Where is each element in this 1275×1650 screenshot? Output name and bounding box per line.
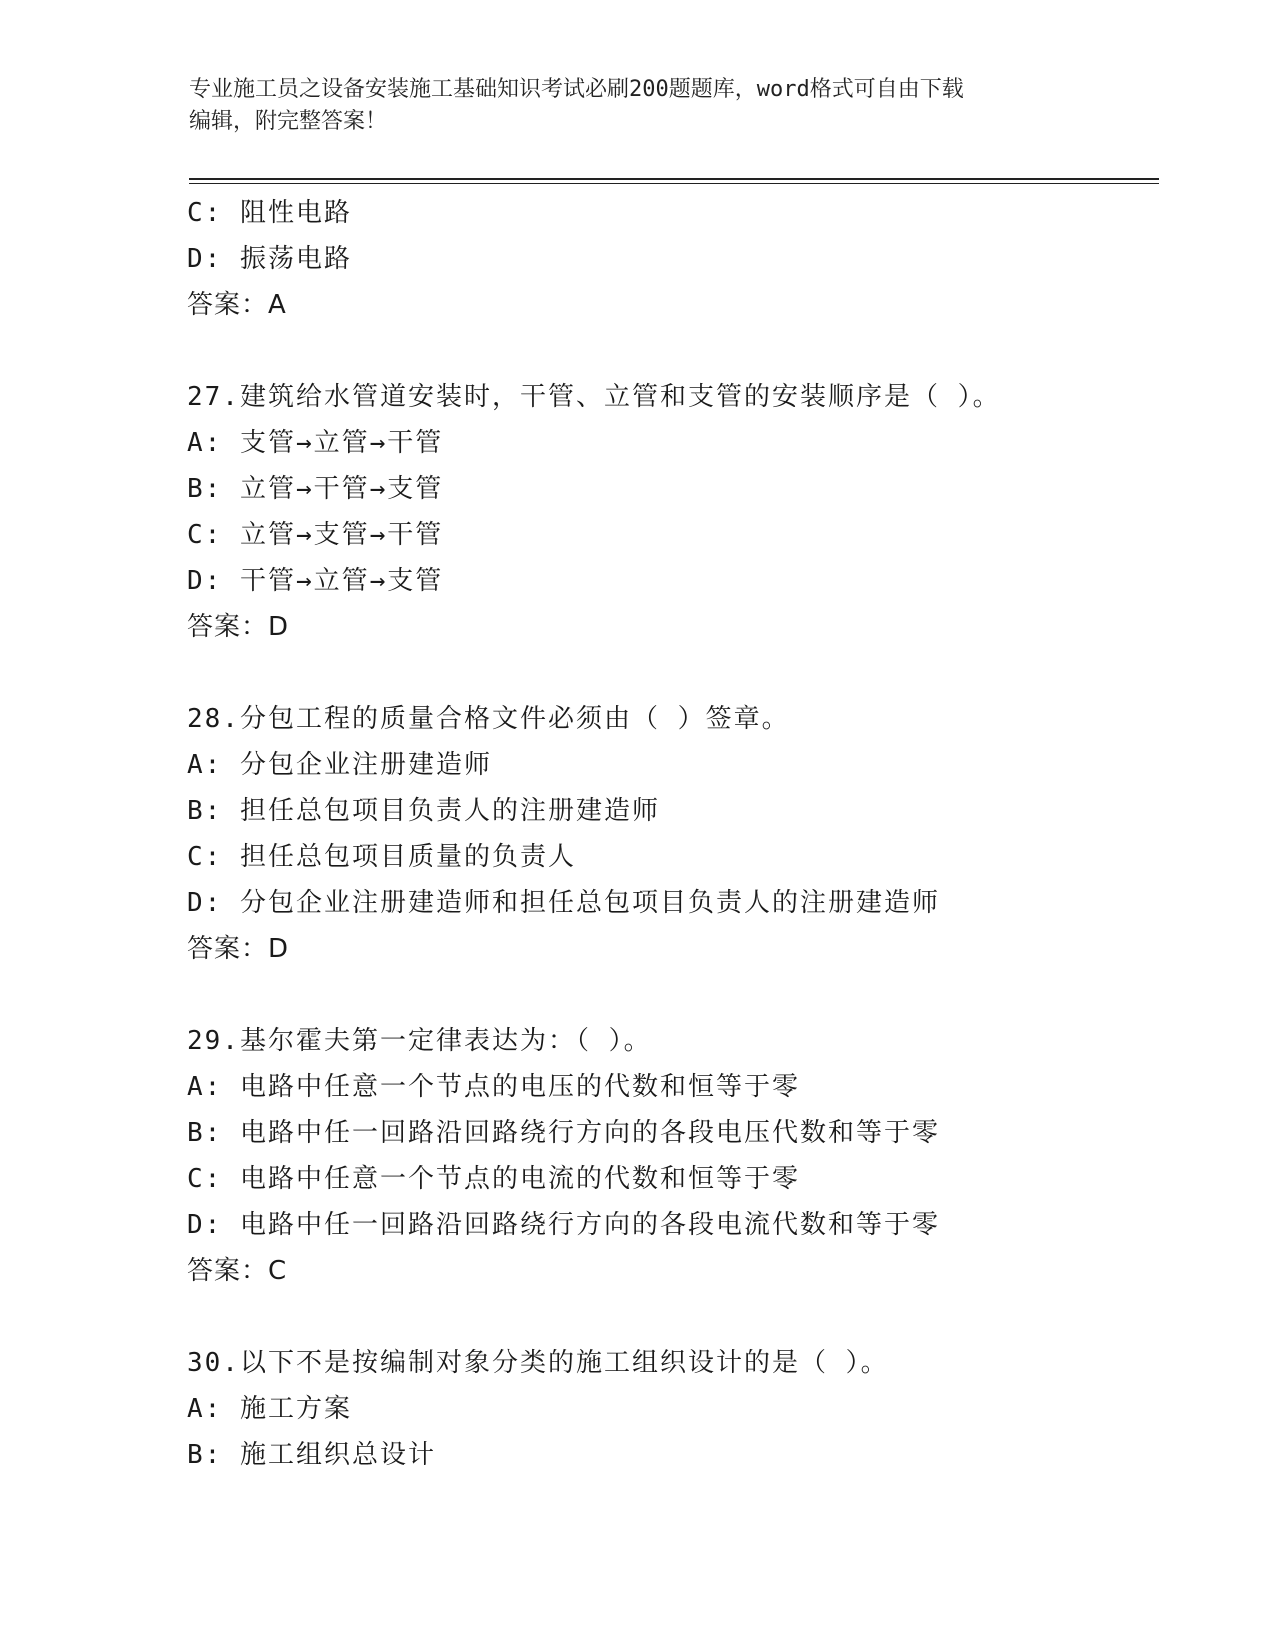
answer: 答案：D (187, 934, 290, 964)
option-c: C: 立管→支管→干管 (187, 520, 444, 550)
option-c: C: 电路中任意一个节点的电流的代数和恒等于零 (187, 1164, 800, 1194)
question-27 (187, 374, 1167, 650)
option-c: C: 担任总包项目质量的负责人 (187, 842, 576, 872)
question-list (187, 190, 1167, 1478)
option-b: B: 立管→干管→支管 (187, 474, 444, 504)
prev-answer: 答案：A (187, 290, 287, 320)
question-stem: 29.基尔霍夫第一定律表达为：（ ）。 (187, 1026, 652, 1056)
header-rule-thin (189, 183, 1159, 184)
option-d: D: 分包企业注册建造师和担任总包项目负责人的注册建造师 (187, 888, 940, 918)
option-d: D: 电路中任一回路沿回路绕行方向的各段电流代数和等于零 (187, 1210, 940, 1240)
question-29 (187, 1018, 1167, 1294)
prev-option-d: D: 振荡电路 (187, 244, 352, 274)
question-30 (187, 1340, 1167, 1478)
answer: 答案：C (187, 1256, 288, 1286)
question-stem: 28.分包工程的质量合格文件必须由（ ）签章。 (187, 704, 790, 734)
option-d: D: 干管→立管→支管 (187, 566, 444, 596)
option-a: A: 支管→立管→干管 (187, 428, 444, 458)
header-line-2: 编辑，附完整答案！ (189, 109, 388, 134)
document-header (189, 74, 1089, 138)
option-a: A: 电路中任意一个节点的电压的代数和恒等于零 (187, 1072, 800, 1102)
header-line-1: 专业施工员之设备安装施工基础知识考试必刷200题题库，word格式可自由下载 (189, 77, 964, 102)
option-a: A: 施工方案 (187, 1394, 352, 1424)
prev-option-c: C: 阻性电路 (187, 198, 352, 228)
question-stem: 27.建筑给水管道安装时，干管、立管和支管的安装顺序是（ ）。 (187, 382, 1001, 412)
option-a: A: 分包企业注册建造师 (187, 750, 492, 780)
question-stem: 30.以下不是按编制对象分类的施工组织设计的是（ ）。 (187, 1348, 889, 1378)
option-b: B: 担任总包项目负责人的注册建造师 (187, 796, 660, 826)
question-28 (187, 696, 1167, 972)
header-rule-thick (189, 178, 1159, 180)
option-b: B: 电路中任一回路沿回路绕行方向的各段电压代数和等于零 (187, 1118, 940, 1148)
option-b: B: 施工组织总设计 (187, 1440, 436, 1470)
answer: 答案：D (187, 612, 290, 642)
